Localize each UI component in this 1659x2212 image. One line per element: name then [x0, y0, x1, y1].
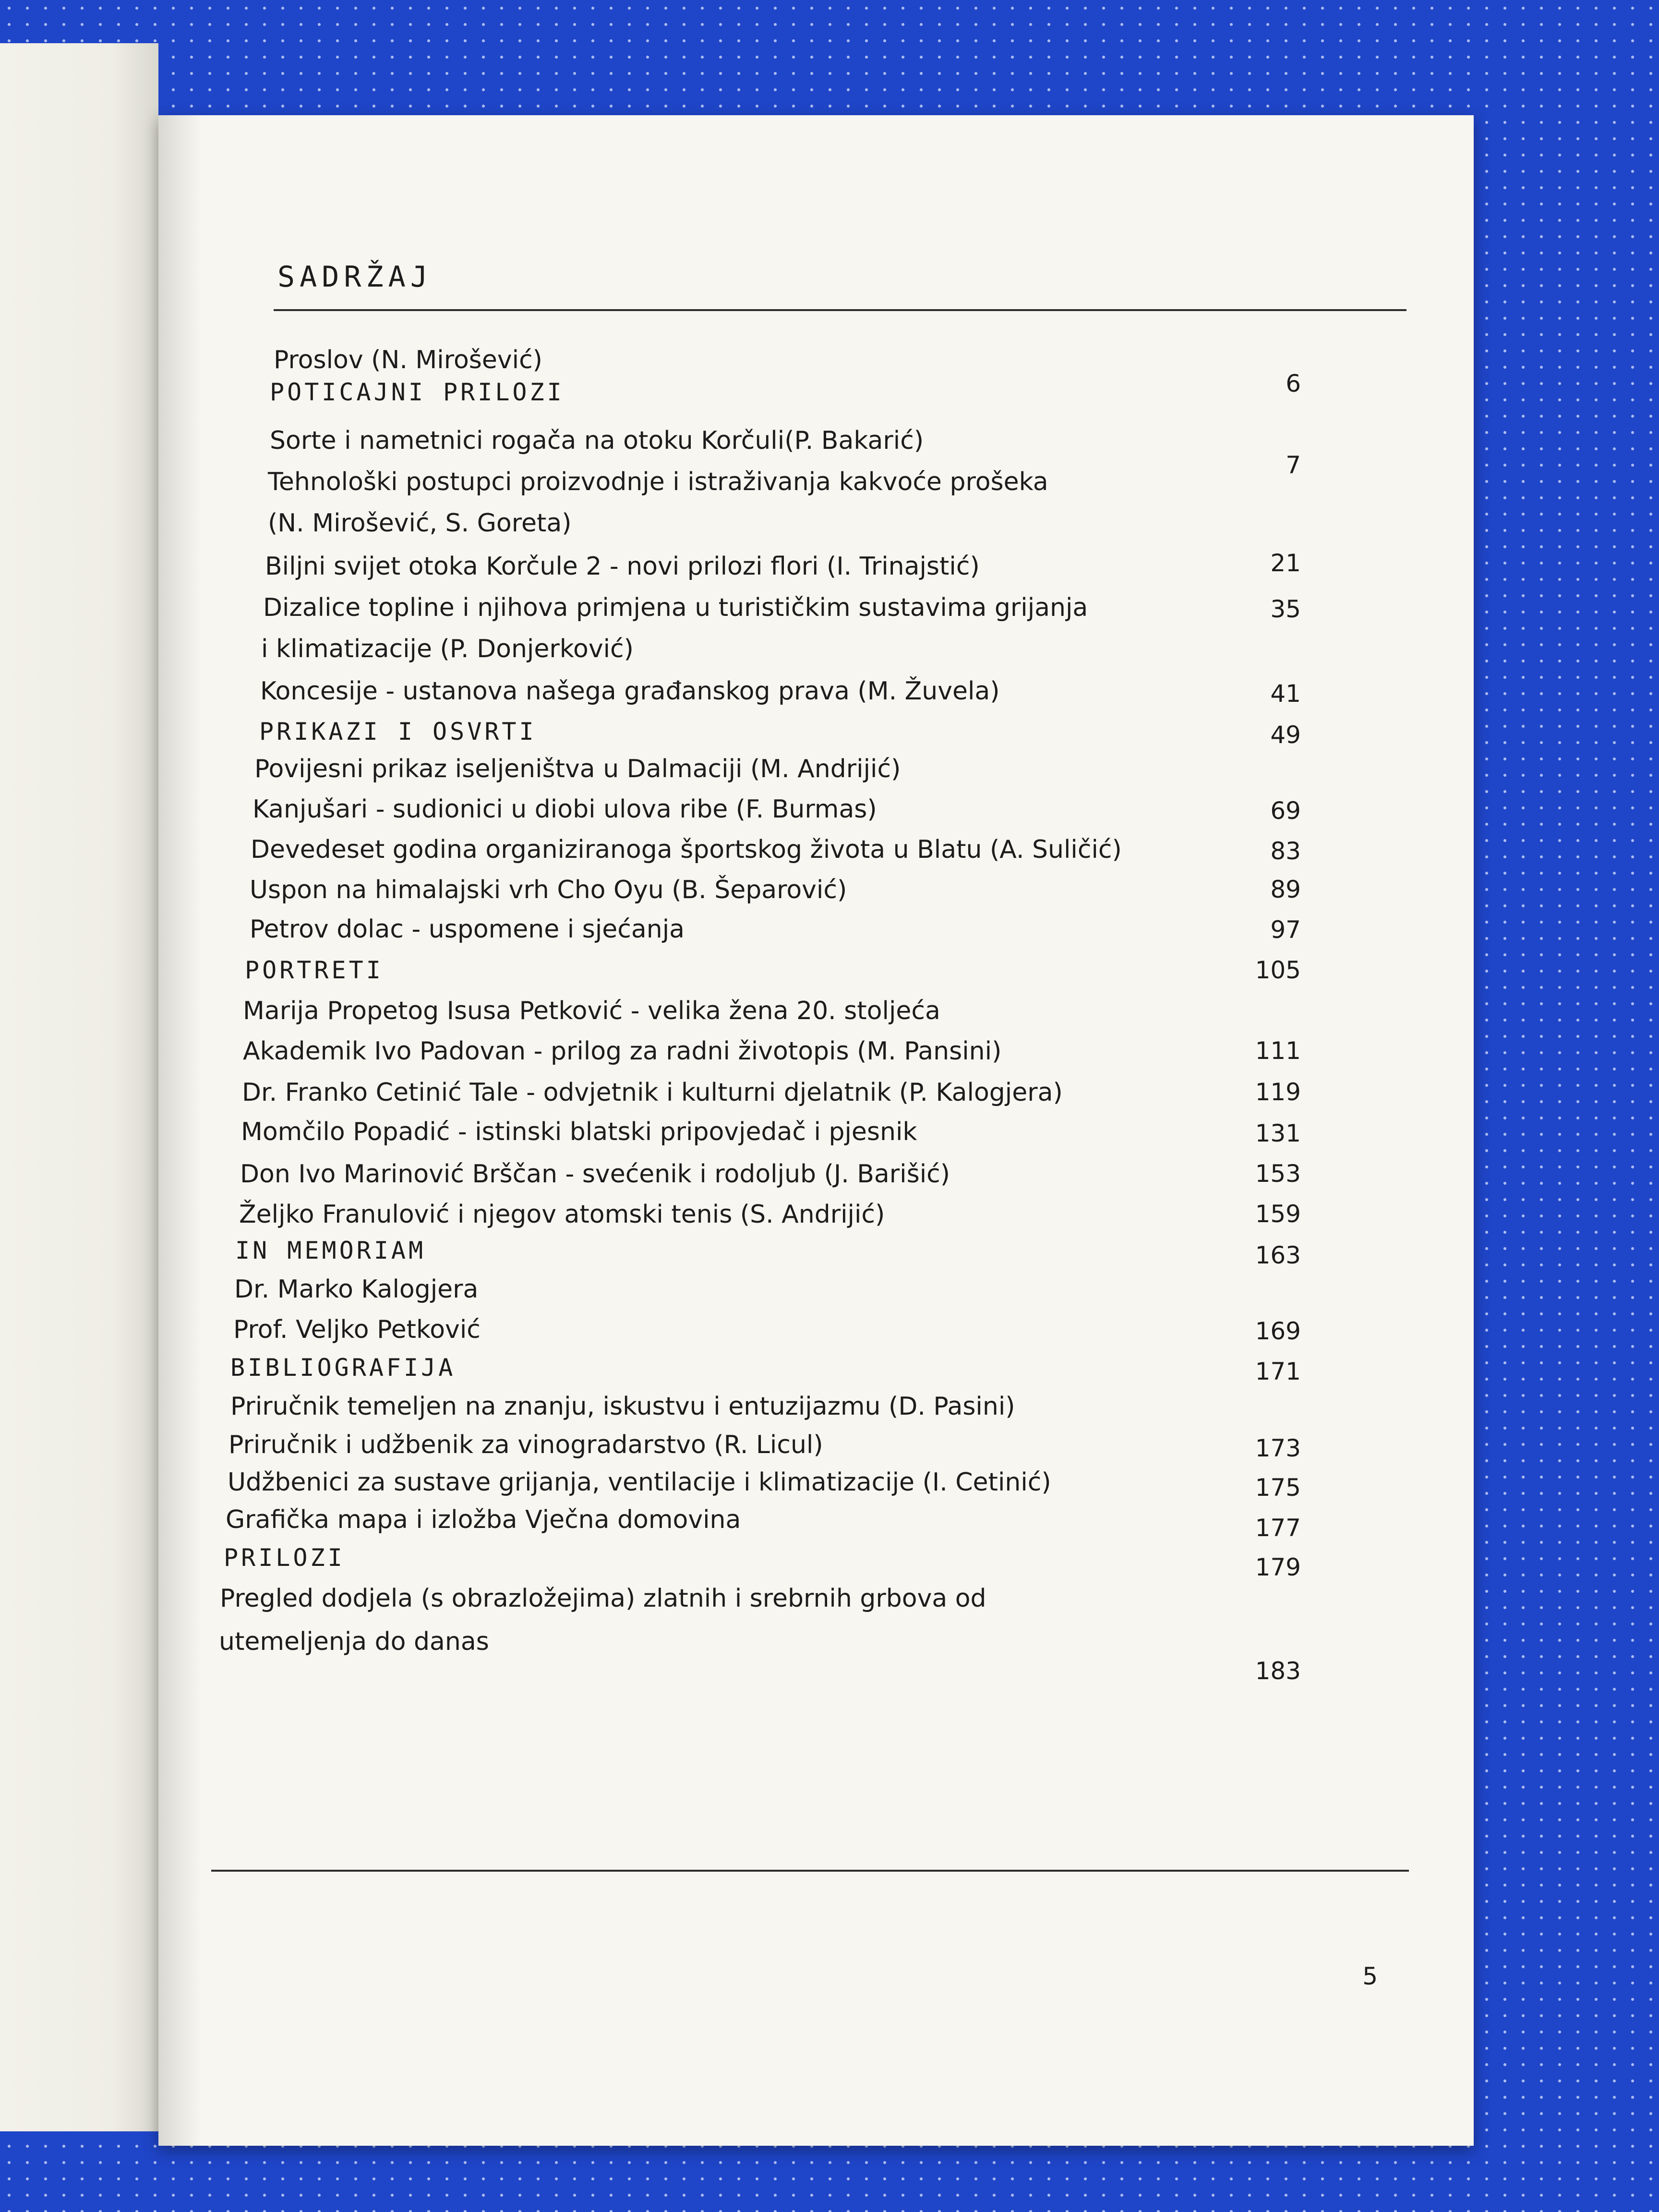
toc-entry-title: Koncesije - ustanova našega građanskog prava (M. Žuvela) — [260, 677, 1000, 706]
toc-entry-title: Tehnološki postupci proizvodnje i istraživanja kakvoće prošeka — [268, 468, 1048, 496]
toc-entry-title: Devedeset godina organiziranoga športskog života u Blatu (A. Suličić) — [251, 835, 1122, 864]
toc-page-number: 119 — [1255, 1078, 1301, 1106]
toc-entry-title: (N. Mirošević, S. Goreta) — [268, 509, 572, 538]
page-title: SADRŽAJ — [277, 260, 433, 294]
toc-entry-title: Marija Propetog Isusa Petković - velika žena 20. stoljeća — [243, 997, 940, 1025]
toc-entry-title: Željko Franulović i njegov atomski tenis (S. Andrijić) — [239, 1200, 885, 1229]
toc-entry-title: Povijesni prikaz iseljeništva u Dalmaciji (M. Andrijić) — [254, 755, 901, 783]
toc-entry-title: Kanjušari - sudionici u diobi ulova ribe (F. Burmas) — [252, 795, 877, 824]
toc-section-heading: PORTRETI — [245, 956, 384, 984]
toc-entry-title: utemeljenja do danas — [219, 1627, 489, 1656]
toc-page-number: 179 — [1255, 1553, 1301, 1581]
toc-page-number: 183 — [1255, 1657, 1301, 1685]
toc-entry-title: Petrov dolac - uspomene i sjećanja — [250, 915, 685, 944]
book-page — [158, 115, 1474, 2146]
toc-page-number: 177 — [1255, 1514, 1301, 1542]
toc-section-heading: PRIKAZI I OSVRTI — [259, 718, 537, 745]
bottom-rule — [211, 1870, 1409, 1872]
toc-entry-title: Biljni svijet otoka Korčule 2 - novi prilozi flori (I. Trinajstić) — [265, 552, 980, 581]
toc-page-number: 169 — [1255, 1317, 1301, 1345]
toc-page-number: 159 — [1255, 1200, 1301, 1228]
toc-section-heading: PRILOZI — [224, 1544, 345, 1572]
toc-entry-title: Momčilo Popadić - istinski blatski pripovjedač i pjesnik — [241, 1118, 917, 1146]
toc-entry-title: Grafička mapa i izložba Vječna domovina — [226, 1505, 741, 1534]
toc-entry-title: Don Ivo Marinović Brščan - svećenik i rodoljub (J. Barišić) — [240, 1160, 950, 1189]
toc-entry-title: Dr. Marko Kalogjera — [234, 1275, 479, 1304]
facing-page-edge — [0, 43, 158, 2131]
toc-entry-title: Pregled dodjela (s obrazložejima) zlatnih i srebrnih grbova od — [220, 1584, 986, 1613]
toc-section-heading: BIBLIOGRAFIJA — [230, 1354, 456, 1382]
toc-section-heading: IN MEMORIAM — [235, 1237, 426, 1264]
toc-page-number: 97 — [1270, 916, 1301, 944]
toc-entry-title: Dizalice topline i njihova primjena u turističkim sustavima grijanja — [263, 593, 1088, 622]
toc-entry-title: Priručnik temeljen na znanju, iskustvu i entuzijazmu (D. Pasini) — [230, 1392, 1015, 1421]
toc-page-number: 6 — [1286, 370, 1301, 397]
toc-page-number: 171 — [1255, 1358, 1301, 1385]
toc-page-number: 83 — [1270, 837, 1301, 865]
toc-page-number: 69 — [1270, 797, 1301, 825]
toc-page-number: 89 — [1270, 876, 1301, 903]
toc-page-number: 105 — [1255, 956, 1301, 984]
toc-entry-title: Prof. Veljko Petković — [233, 1315, 481, 1344]
toc-entry-title: Sorte i nametnici rogača na otoku Korčuli(P. Bakarić) — [270, 426, 924, 455]
toc-page-number: 49 — [1270, 721, 1301, 749]
gutter-shadow — [158, 115, 202, 2146]
toc-page-number: 175 — [1255, 1474, 1301, 1502]
toc-section-heading: POTICAJNI PRILOZI — [270, 378, 565, 406]
page-number: 5 — [1362, 1962, 1378, 1990]
toc-entry-title: Uspon na himalajski vrh Cho Oyu (B. Šeparović) — [250, 876, 847, 904]
toc-page-number: 35 — [1270, 595, 1301, 623]
toc-entry-title: i klimatizacije (P. Donjerković) — [261, 635, 634, 663]
toc-entry-title: Akademik Ivo Padovan - prilog za radni životopis (M. Pansini) — [243, 1037, 1002, 1066]
toc-page-number: 163 — [1255, 1241, 1301, 1269]
title-rule — [274, 309, 1407, 311]
toc-page-number: 153 — [1255, 1160, 1301, 1188]
toc-page-number: 111 — [1255, 1037, 1301, 1065]
toc-entry-title: Proslov (N. Mirošević) — [274, 346, 542, 374]
toc-entry-title: Udžbenici za sustave grijanja, ventilacije i klimatizacije (I. Cetinić) — [228, 1468, 1051, 1497]
toc-entry-title: Dr. Franko Cetinić Tale - odvjetnik i kulturni djelatnik (P. Kalogjera) — [242, 1078, 1063, 1107]
toc-page-number: 41 — [1270, 680, 1301, 708]
toc-page-number: 173 — [1255, 1434, 1301, 1462]
toc-page-number: 131 — [1255, 1119, 1301, 1147]
toc-page-number: 7 — [1286, 451, 1301, 479]
toc-entry-title: Priručnik i udžbenik za vinogradarstvo (R. Licul) — [228, 1431, 823, 1459]
toc-page-number: 21 — [1270, 549, 1301, 577]
